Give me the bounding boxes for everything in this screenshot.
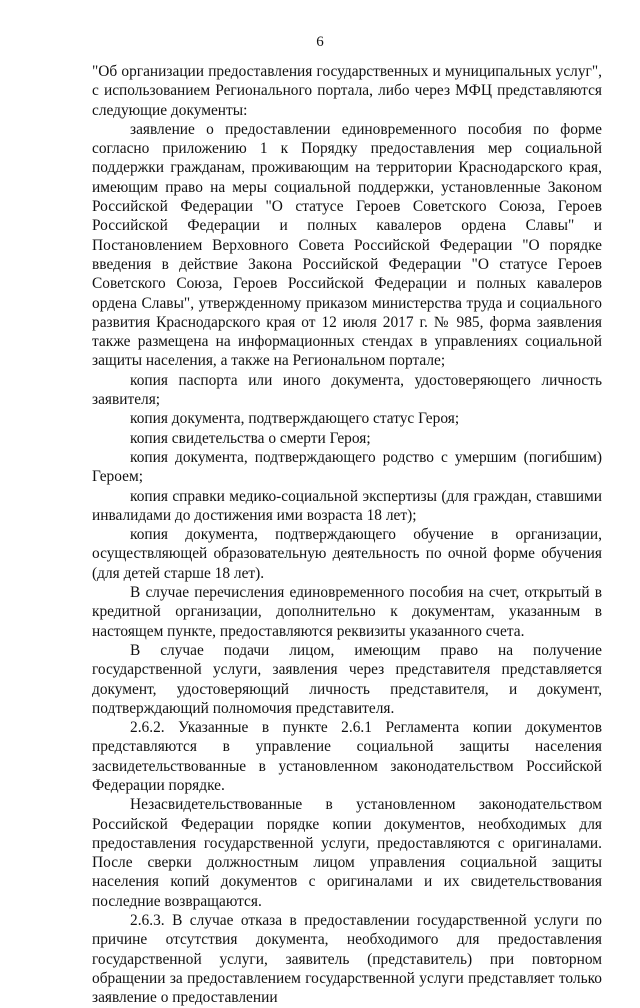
paragraph: В случае перечисления единовременного пособия на счет, открытый в кредитной организации, дополнительно к документам, указанным в настоящем пункте, предоставляются реквизиты указанного счета. [92,584,602,640]
paragraph: копия свидетельства о смерти Героя; [130,429,371,447]
paragraph: копия документа, подтверждающего родство с умершим (погибшим) Героем; [92,448,602,486]
paragraph: копия документа, подтверждающего статус Героя; [130,410,460,428]
document-body [92,62,602,1008]
paragraph: В случае подачи лицом, имеющим право на получение государственной услуги, заявления через представителя представляется документ, удостоверяющий личность представителя, и документ, подтверждающий полномочия представителя. [92,641,602,717]
paragraph: 2.6.3. В случае отказа в предоставлении государственной услуги по причине отсутствия документа, необходимого для предоставления государственной услуги, заявитель (представитель) при повторном обращении за предоставлением государственной услуги представляет только заявление о предоставлении [92,912,602,1007]
paragraph: копия документа, подтверждающего обучение в организации, осуществляющей образовательную деятельность по очной форме обучения (для детей старше 18 лет). [92,526,602,582]
paragraph: копия справки медико-социальной экспертизы (для граждан, ставшими инвалидами до достижения ими возраста 18 лет); [92,487,602,524]
paragraph: Незасвидетельствованные в установленном законодательством Российской Федерации порядке копии документов, необходимых для предоставления государственной услуги, предоставляются с оригиналами. После сверки должностным лицом управления социальной защиты населения копий документов с оригиналами и их свидетельствования последние возвращаются. [92,796,602,910]
paragraph: копия паспорта или иного документа, удостоверяющего личность заявителя; [92,371,602,409]
page-number: 6 [316,34,324,50]
paragraph: заявление о предоставлении единовременного пособия по форме согласно приложению 1 к Порядку предоставления мер социальной поддержки гражданам, проживающим на территории Краснодарского края, имеющим право на меры социальной поддержки, установленные Законом Российской Федерации "О статусе Героев Советского Союза, Героев Российской Федерации и полных кавалеров ордена Славы" и Постановлением Верховного Совета Российской Федерации "О порядке введения в действие Закона Российской Федерации "О статусе Героев Советского Союза, Героев Российской Федерации и полных кавалеров ордена Славы", утвержденному приказом министерства труда и социального развития Краснодарского края от 12 июля 2017 г. № 985, форма заявления также размещена на информационных стендах в управлениях социальной защиты населения, а также на Региональном портале; [92,120,602,370]
paragraph: 2.6.2. Указанные в пункте 2.6.1 Регламента копии документов представляются в управление социальной защиты населения засвидетельствованные в установленном законодательством Российской Федерации порядке. [92,719,602,794]
paragraph: "Об организации предоставления государственных и муниципальных услуг", с использованием Регионального портала, либо через МФЦ представляются следующие документы: [92,63,602,119]
